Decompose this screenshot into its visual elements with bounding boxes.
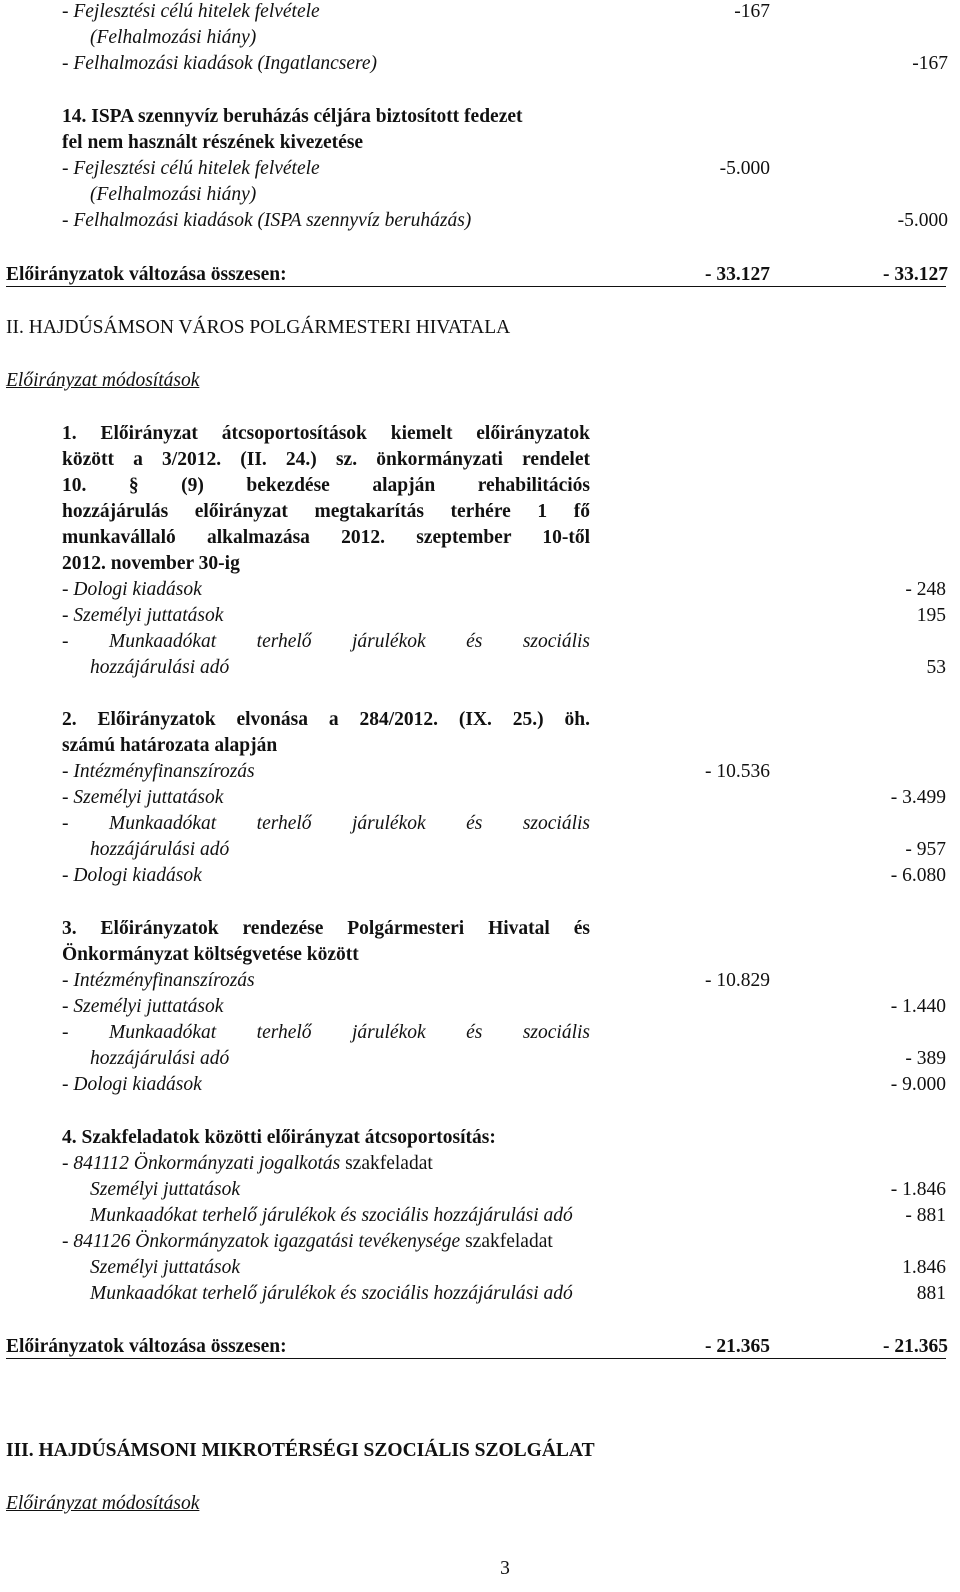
line-text: - Munkaadókat terhelő járulékok és szociális [62,813,590,834]
total-amount: - 33.127 [705,264,770,285]
dash: - [62,1153,74,1174]
amount: -167 [734,1,770,22]
amount: -167 [912,53,948,74]
line-text: hozzájárulási adó [90,1048,230,1069]
total-amount: - 21.365 [705,1336,770,1357]
line-text: - Dologi kiadások [62,579,202,600]
item-heading: 2012. november 30-ig [62,553,240,574]
amount: -5.000 [719,158,770,179]
amount: - 881 [905,1205,946,1226]
total-label: Előirányzatok változása összesen: [6,264,287,285]
item-heading: hozzájárulás előirányzat megtakarítás terhére 1 fő [62,501,590,522]
line-text: hozzájárulási adó [90,839,230,860]
amount: - 957 [905,839,946,860]
subitem-heading [62,1229,553,1255]
amount: - 1.440 [890,996,946,1017]
line-text: - Dologi kiadások [62,1074,202,1095]
subitem-code: 841112 Önkormányzati jogalkotás [73,1153,341,1174]
line-text: - Dologi kiadások [62,865,202,886]
amount: - 3.499 [890,787,946,808]
line-text: - Intézményfinanszírozás [62,761,255,782]
amount: - 1.846 [890,1179,946,1200]
section-subtitle: Előirányzat módosítások [6,370,200,391]
item-heading: 1. Előirányzat átcsoportosítások kiemelt előirányzatok [62,423,590,444]
subitem-heading [62,1151,433,1177]
line-text: - Munkaadókat terhelő járulékok és szociális [62,1022,590,1043]
line-text: - Intézményfinanszírozás [62,970,255,991]
amount: 1.846 [902,1257,946,1278]
line-text: Személyi juttatások [90,1179,241,1200]
total-amount: - 33.127 [883,264,948,285]
amount: - 10.536 [705,761,770,782]
item-heading: fel nem használt részének kivezetése [62,132,364,153]
amount: - 248 [905,579,946,600]
line-text: - Fejlesztési célú hitelek felvétele [62,158,320,179]
line-text: hozzájárulási adó [90,657,230,678]
item-heading: számú határozata alapján [62,735,278,756]
item-heading: 4. Szakfeladatok közötti előirányzat átcsoportosítás: [62,1127,496,1148]
line-text: - Fejlesztési célú hitelek felvétele [62,1,320,22]
item-heading: munkavállaló alkalmazása 2012. szeptember 10-től [62,527,590,548]
line-text: - Személyi juttatások [62,787,224,808]
amount: - 10.829 [705,970,770,991]
line-text: - Felhalmozási kiadások (Ingatlancsere) [62,53,377,74]
section-title: II. HAJDÚSÁMSON VÁROS POLGÁRMESTERI HIVATALA [6,317,511,338]
page-number: 3 [500,1558,510,1579]
line-text: - Munkaadókat terhelő járulékok és szociális [62,631,590,652]
line-text: Munkaadókat terhelő járulékok és szociális hozzájárulási adó [90,1205,573,1226]
subitem-suffix: szakfeladat [460,1231,553,1252]
section-subtitle: Előirányzat módosítások [6,1493,200,1514]
amount: - 9.000 [890,1074,946,1095]
subitem-code: 841126 Önkormányzatok igazgatási tevékenysége [73,1231,461,1252]
line-text: Személyi juttatások [90,1257,241,1278]
line-text: - Személyi juttatások [62,605,224,626]
subitem-suffix: szakfeladat [340,1153,433,1174]
line-text: (Felhalmozási hiány) [90,184,257,205]
item-heading: Önkormányzat költségvetése között [62,944,359,965]
item-heading: 14. ISPA szennyvíz beruházás céljára biztosított fedezet [62,106,523,127]
amount: 53 [926,657,946,678]
total-label: Előirányzatok változása összesen: [6,1336,287,1357]
line-text: (Felhalmozási hiány) [90,27,257,48]
item-heading: 3. Előirányzatok rendezése Polgármesteri Hivatal és [62,918,590,939]
item-heading: között a 3/2012. (II. 24.) sz. önkormányzati rendelet [62,449,590,470]
line-text: Munkaadókat terhelő járulékok és szociális hozzájárulási adó [90,1283,573,1304]
total-underline [6,286,946,287]
section-title: III. HAJDÚSÁMSONI MIKROTÉRSÉGI SZOCIÁLIS SZOLGÁLAT [6,1440,595,1461]
item-heading: 2. Előirányzatok elvonása a 284/2012. (IX. 25.) öh. [62,709,590,730]
total-underline [6,1358,946,1359]
line-text: - Felhalmozási kiadások (ISPA szennyvíz beruházás) [62,210,472,231]
amount: 195 [916,605,946,626]
amount: -5.000 [897,210,948,231]
line-text: - Személyi juttatások [62,996,224,1017]
amount: - 389 [905,1048,946,1069]
item-heading: 10. § (9) bekezdése alapján rehabilitációs [62,475,590,496]
total-amount: - 21.365 [883,1336,948,1357]
amount: 881 [916,1283,946,1304]
dash: - [62,1231,74,1252]
amount: - 6.080 [890,865,946,886]
